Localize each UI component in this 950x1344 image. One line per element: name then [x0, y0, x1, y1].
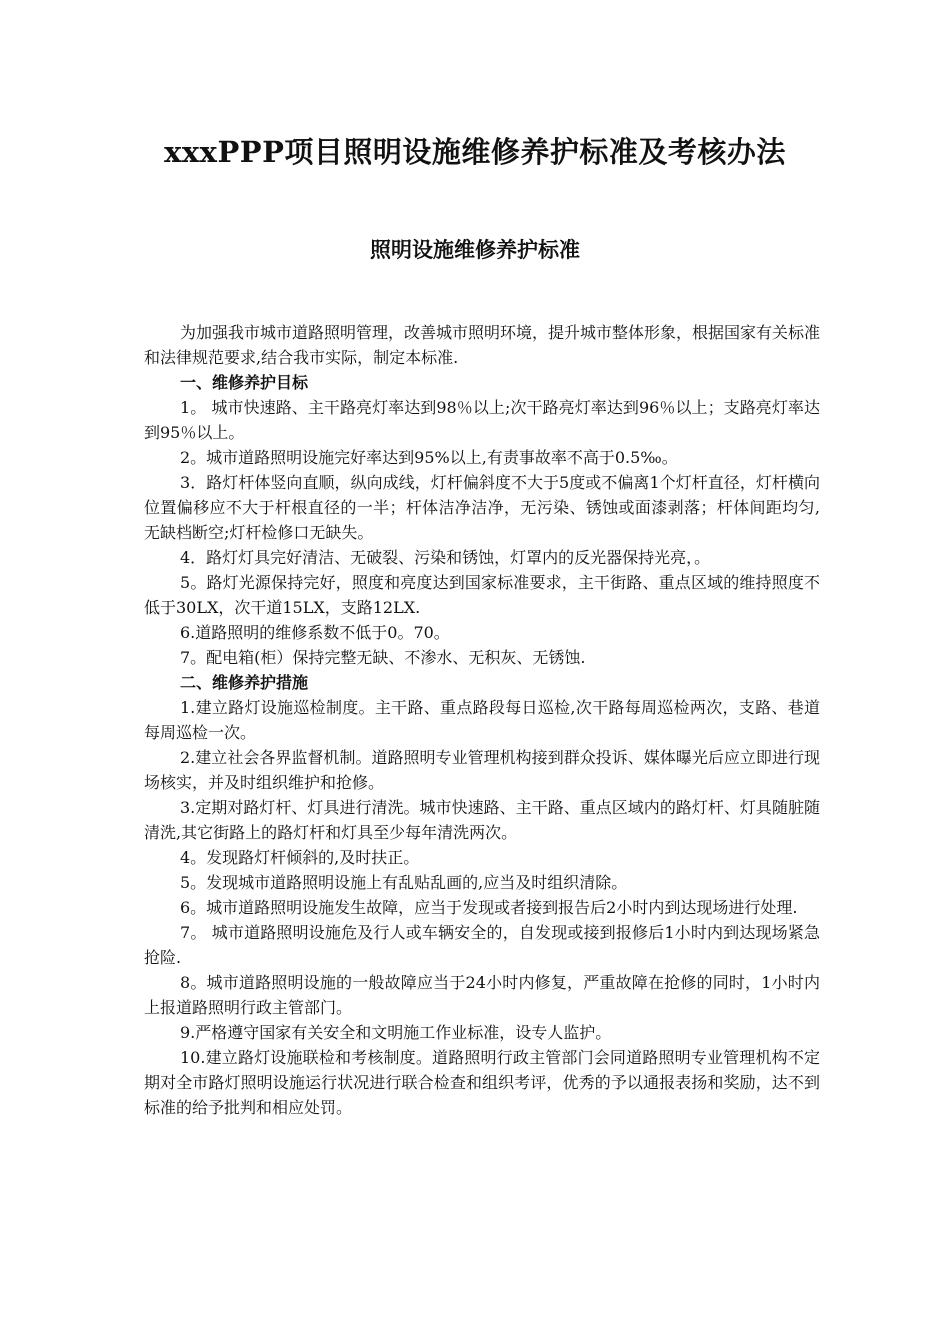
section2-item: 10.建立路灯设施联检和考核制度。道路照明行政主管部门会同道路照明专业管理机构不定期对全市路灯照明设施运行状况进行联合检查和组织考评，优秀的予以通报表扬和奖励，达不到标准的给予批判和相应处罚。 — [144, 1048, 820, 1117]
document-title: xxxPPP项目照明设施维修养护标准及考核办法 — [164, 135, 786, 169]
section2-heading: 二、维修养护措施 — [180, 673, 309, 692]
section1-item: 5。路灯光源保持完好，照度和亮度达到国家标准要求，主干街路、重点区域的维持照度不低于30LX，次干道15LX，支路12LX. — [144, 573, 820, 617]
section-subtitle: 照明设施维修养护标准 — [370, 237, 580, 262]
intro-paragraph: 为加强我市城市道路照明管理，改善城市照明环境，提升城市整体形象，根据国家有关标准和法律规范要求,结合我市实际，制定本标准. — [144, 323, 821, 367]
document-body — [144, 320, 820, 1120]
section1-item: 6.道路照明的维修系数不低于0。70。 — [180, 623, 450, 642]
section2-item: 8。城市道路照明设施的一般故障应当于24小时内修复，严重故障在抢修的同时，1小时内上报道路照明行政主管部门。 — [144, 973, 820, 1017]
section1-heading: 一、维修养护目标 — [180, 373, 309, 392]
section1-item: 4．路灯灯具完好清洁、无破裂、污染和锈蚀，灯罩内的反光器保持光亮，。 — [180, 548, 711, 567]
section2-item: 3.定期对路灯杆、灯具进行清洗。城市快速路、主干路、重点区域内的路灯杆、灯具随脏随清洗,其它街路上的路灯杆和灯具至少每年清洗两次。 — [144, 798, 820, 842]
section2-item: 2.建立社会各界监督机制。道路照明专业管理机构接到群众投诉、媒体曝光后应立即进行现场核实，并及时组织维护和抢修。 — [144, 748, 820, 792]
section2-item: 6。城市道路照明设施发生故障，应当于发现或者接到报告后2小时内到达现场进行处理. — [180, 898, 798, 917]
section2-item: 4。发现路灯杆倾斜的,及时扶正。 — [180, 848, 420, 867]
section1-item: 7。配电箱(柜）保持完整无缺、不渗水、无积灰、无锈蚀. — [180, 648, 586, 667]
section2-item: 5。发现城市道路照明设施上有乱贴乱画的,应当及时组织清除。 — [180, 873, 628, 892]
section2-item: 7。 城市道路照明设施危及行人或车辆安全的，自发现或接到报修后1小时内到达现场紧急抢险. — [144, 923, 820, 967]
section2-item: 1.建立路灯设施巡检制度。主干路、重点路段每日巡检,次干路每周巡检两次，支路、巷道每周巡检一次。 — [144, 698, 820, 742]
section1-item: 2。城市道路照明设施完好率达到95%以上,有责事故率不高于0.5‰。 — [180, 448, 678, 467]
section1-item: 3．路灯杆体竖向直顺，纵向成线，灯杆偏斜度不大于5度或不偏离1个灯杆直径，灯杆横向位置偏移应不大于杆根直径的一半；杆体洁净洁净，无污染、锈蚀或面漆剥落；杆体间距均匀,无缺档断空;灯杆检修口无缺失。 — [144, 473, 820, 542]
section2-item: 9.严格遵守国家有关安全和文明施工作业标准，设专人监护。 — [180, 1023, 612, 1042]
section1-item: 1。 城市快速路、主干路亮灯率达到98％以上;次干路亮灯率达到96％以上；支路亮灯率达到95％以上。 — [144, 398, 820, 442]
